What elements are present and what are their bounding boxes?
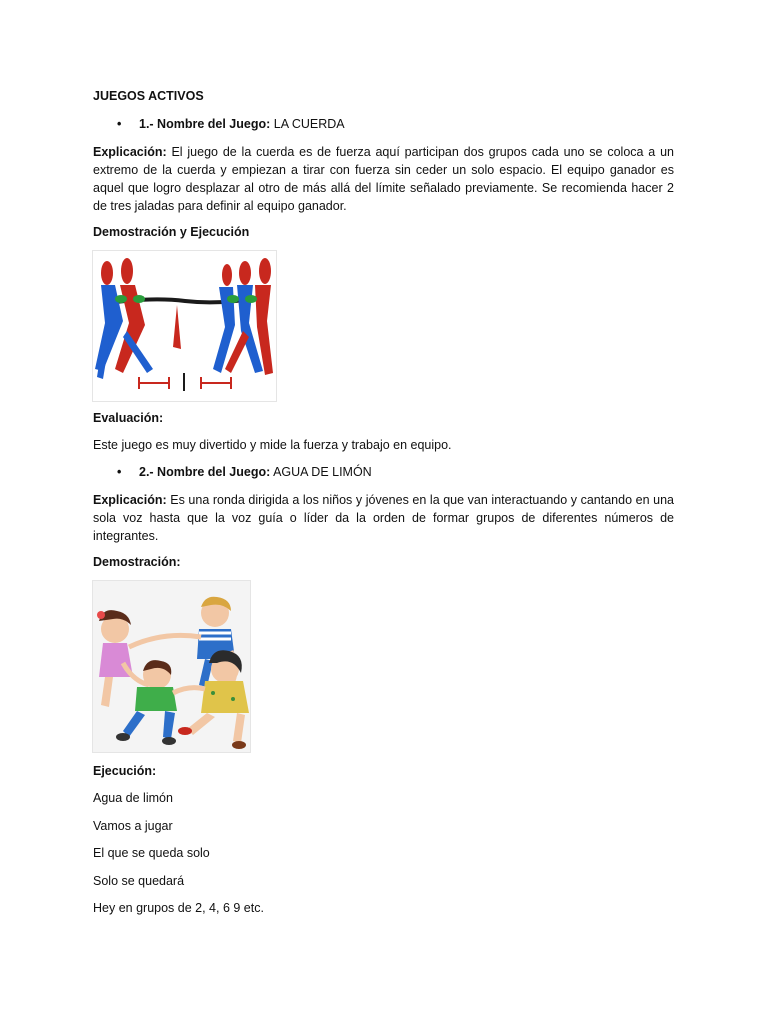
game1-demo-label: Demostración y Ejecución [93,225,250,239]
game2-explanation-label: Explicación: [93,493,167,507]
game1-evaluation-text: Este juego es muy divertido y mide la fuerza y trabajo en equipo. [93,438,452,452]
game1-heading-label: 1.- Nombre del Juego: [139,117,271,131]
game2-execution-label: Ejecución: [93,764,157,778]
game2-heading [93,464,674,480]
game1-explanation-text: El juego de la cuerda es de fuerza aquí participan dos grupos cada uno se coloca a un extremo de la cuerda y empiezan a tirar con fuerza sin ceder un solo espacio. El equipo ganador es aquel que logro desplazar al otro de más allá del límite señalado previamente. Se recomienda hacer 2 de tres jaladas para definir al equipo ganador. [93,145,674,213]
song-line: Solo se quedará [93,873,185,888]
song-line: El que se queda solo [93,846,210,860]
game1-name: LA CUERDA [273,117,345,131]
song-line: Agua de limón [93,791,173,805]
document-title: JUEGOS ACTIVOS [93,89,204,103]
song-line: Hey en grupos de 2, 4, 6 9 etc. [93,901,264,915]
bullet-icon: • [117,117,122,131]
game2-explanation-text: Es una ronda dirigida a los niños y jóvenes en la que van interactuando y cantando en una sola voz hasta que la voz guía o líder da la orden de formar grupos de diferentes números de integrantes. [93,493,674,543]
game1-explanation-label: Explicación: [93,145,167,159]
children-circle-illustration [93,581,250,752]
game1-explanation [93,143,674,215]
tug-of-war-illustration [93,251,276,401]
game2-heading-label: 2.- Nombre del Juego: [139,465,271,479]
game2-name: AGUA DE LIMÓN [273,465,372,479]
document-page [93,88,674,928]
game2-explanation [93,491,674,545]
game2-demo-label: Demostración: [93,555,181,569]
game1-evaluation-label: Evaluación: [93,411,164,425]
game1-heading [93,116,674,132]
bullet-icon: • [117,465,122,479]
song-lyrics [93,790,674,916]
song-line: Vamos a jugar [93,818,173,833]
